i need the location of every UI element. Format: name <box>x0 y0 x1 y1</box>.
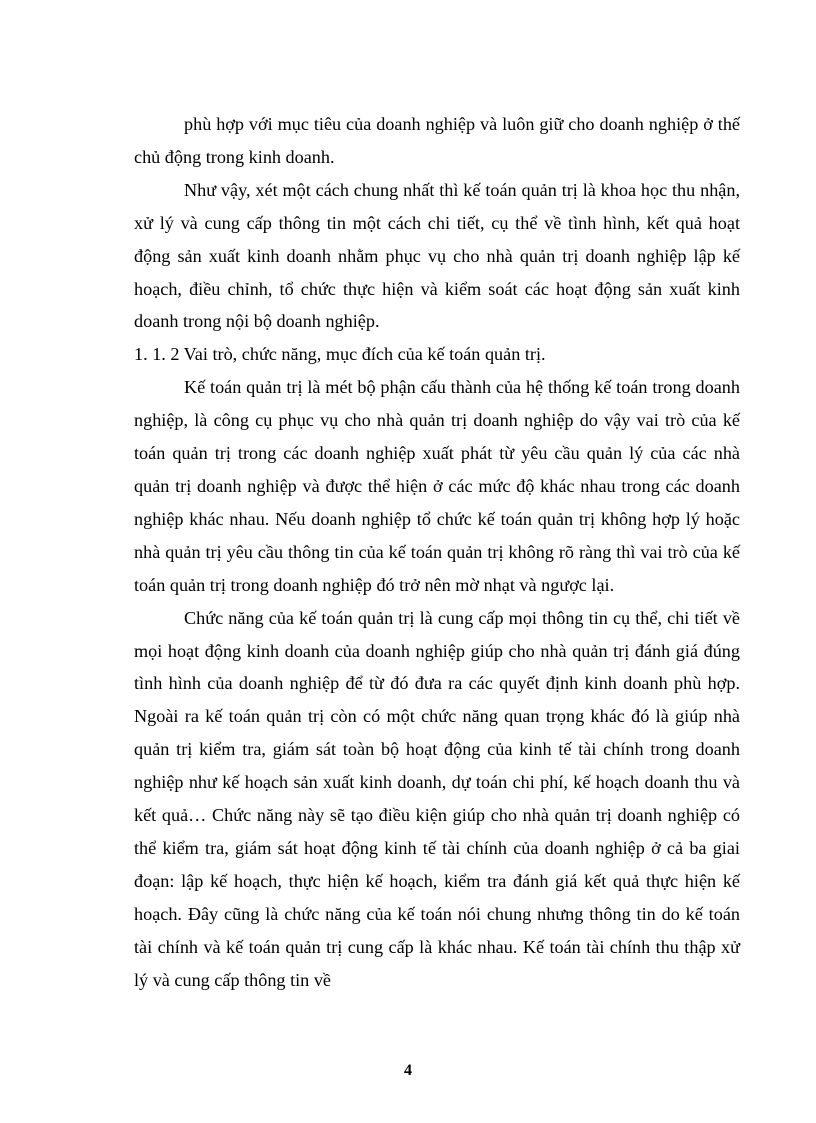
page-number: 4 <box>404 1062 412 1079</box>
paragraph-function: Chức năng của kế toán quản trị là cung cấp mọi thông tin cụ thể, chi tiết về mọi hoạt động kinh doanh của doanh nghiệp giúp cho nhà quản trị đánh giá đúng tình hình của doanh nghiệp để từ đó đưa ra các quyết định kinh doanh phù hợp. Ngoài ra kế toán quản trị còn có một chức năng quan trọng khác đó là giúp nhà quản trị kiểm tra, giám sát toàn bộ hoạt động của kinh tế tài chính trong doanh nghiệp như kế hoạch sản xuất kinh doanh, dự toán chi phí, kế hoạch doanh thu và kết quả… Chức năng này sẽ tạo điều kiện giúp cho nhà quản trị doanh nghiệp có thể kiểm tra, giám sát hoạt động kinh tế tài chính của doanh nghiệp ở cả ba giai đoạn: lập kế hoạch, thực hiện kế hoạch, kiểm tra đánh giá kết quả thực hiện kế hoạch. Đây cũng là chức năng của kế toán nói chung nhưng thông tin do kế toán tài chính và kế toán quản trị cung cấp là khác nhau. Kế toán tài chính thu thập xử lý và cung cấp thông tin về <box>134 607 740 990</box>
body-text <box>134 108 740 996</box>
paragraph-continuation: phù hợp với mục tiêu của doanh nghiệp và luôn giữ cho doanh nghiệp ở thế chủ động trong kinh doanh. <box>134 114 740 167</box>
section-heading: 1. 1. 2 Vai trò, chức năng, mục đích của kế toán quản trị. <box>134 344 546 365</box>
paragraph-definition: Như vậy, xét một cách chung nhất thì kế toán quản trị là khoa học thu nhận, xử lý và cung cấp thông tin một cách chi tiết, cụ thể về tình hình, kết quả hoạt động sản xuất kinh doanh nhằm phục vụ cho nhà quản trị doanh nghiệp lập kế hoạch, điều chỉnh, tổ chức thực hiện và kiểm soát các hoạt động sản xuất kinh doanh trong nội bộ doanh nghiệp. <box>134 179 740 332</box>
paragraph-role: Kế toán quản trị là mét bộ phận cấu thành của hệ thống kế toán trong doanh nghiệp, là công cụ phục vụ cho nhà quản trị doanh nghiệp do vậy vai trò của kế toán quản trị trong các doanh nghiệp xuất phát từ yêu cầu quản lý của các nhà quản trị doanh nghiệp và được thể hiện ở các mức độ khác nhau trong các doanh nghiệp khác nhau. Nếu doanh nghiệp tổ chức kế toán quản trị không hợp lý hoặc nhà quản trị yêu cầu thông tin của kế toán quản trị không rõ ràng thì vai trò của kế toán quản trị trong doanh nghiệp đó trở nên mờ nhạt và ngược lại. <box>134 377 740 595</box>
